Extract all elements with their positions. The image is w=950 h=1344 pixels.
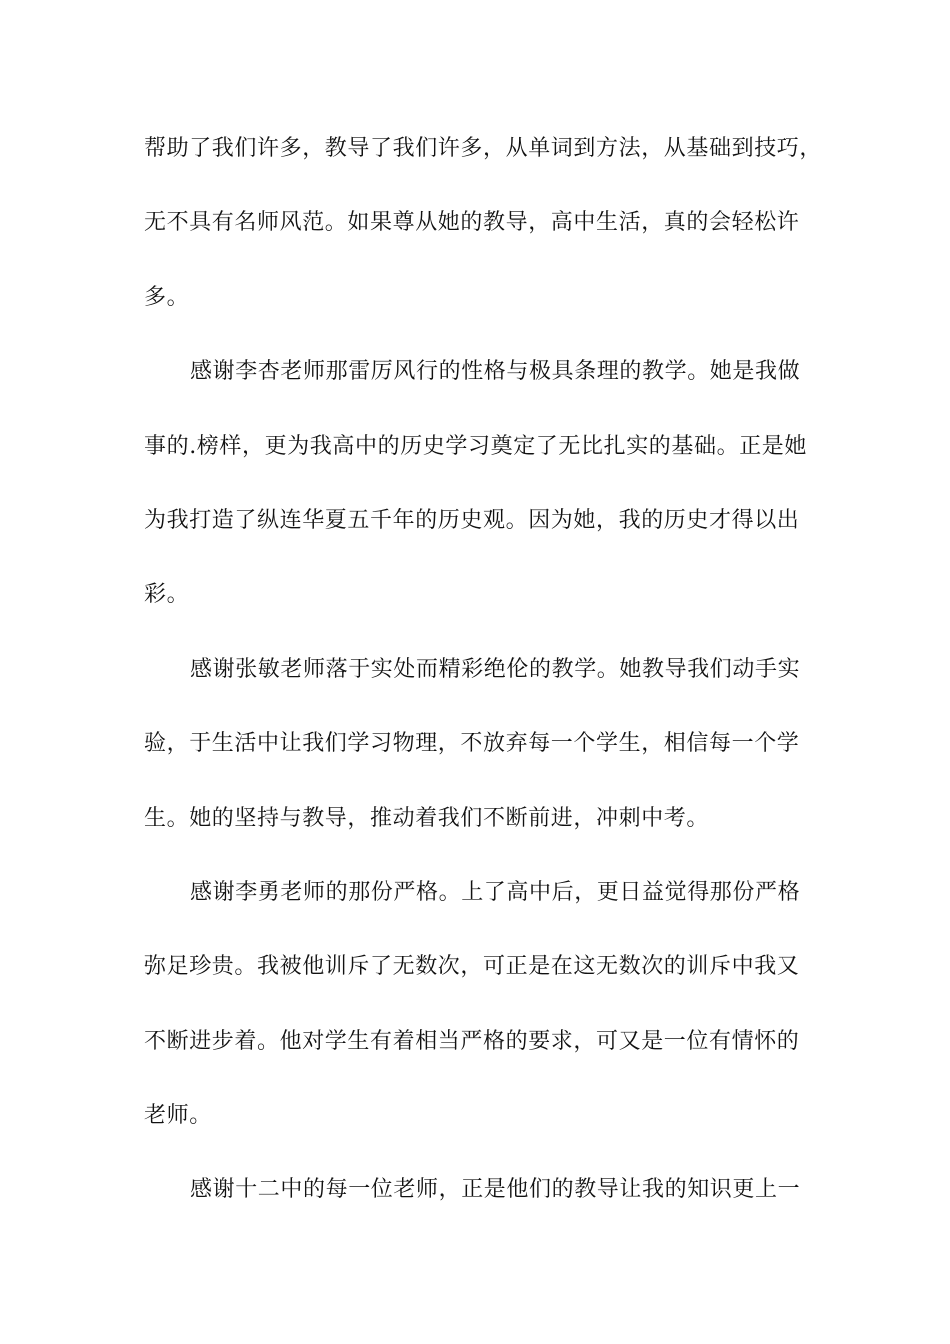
document-body xyxy=(144,126,834,1242)
text-line: 弥足珍贵。我被他训斥了无数次，可正是在这无数次的训斥中我又 xyxy=(144,954,800,980)
paragraph-first-line: 感谢李勇老师的那份严格。上了高中后，更日益觉得那份严格 xyxy=(190,879,801,905)
text-line: 老师。 xyxy=(144,1103,212,1129)
paragraph-first-line: 感谢李杏老师那雷厉风行的性格与极具条理的教学。她是我做 xyxy=(190,359,801,385)
text-line: 不断进步着。他对学生有着相当严格的要求，可又是一位有情怀的 xyxy=(144,1028,800,1054)
text-line: 多。 xyxy=(144,284,190,310)
text-line: 事的.榜样，更为我高中的历史学习奠定了无比扎实的基础。正是她 xyxy=(144,433,807,459)
text-line: 帮助了我们许多，教导了我们许多，从单词到方法，从基础到技巧， xyxy=(144,136,823,161)
text-line: 为我打造了纵连华夏五千年的历史观。因为她，我的历史才得以出 xyxy=(144,507,800,533)
text-line: 生。她的坚持与教导，推动着我们不断前进，冲刺中考。 xyxy=(144,805,710,831)
paragraph-first-line: 感谢十二中的每一位老师，正是他们的教导让我的知识更上一 xyxy=(190,1177,801,1203)
text-line: 彩。 xyxy=(144,582,190,608)
paragraph-first-line: 感谢张敏老师落于实处而精彩绝伦的教学。她教导我们动手实 xyxy=(190,656,801,682)
text-line: 验，于生活中让我们学习物理，不放弃每一个学生，相信每一个学 xyxy=(144,731,800,757)
text-line: 无不具有名师风范。如果尊从她的教导，高中生活，真的会轻松许 xyxy=(144,210,800,236)
